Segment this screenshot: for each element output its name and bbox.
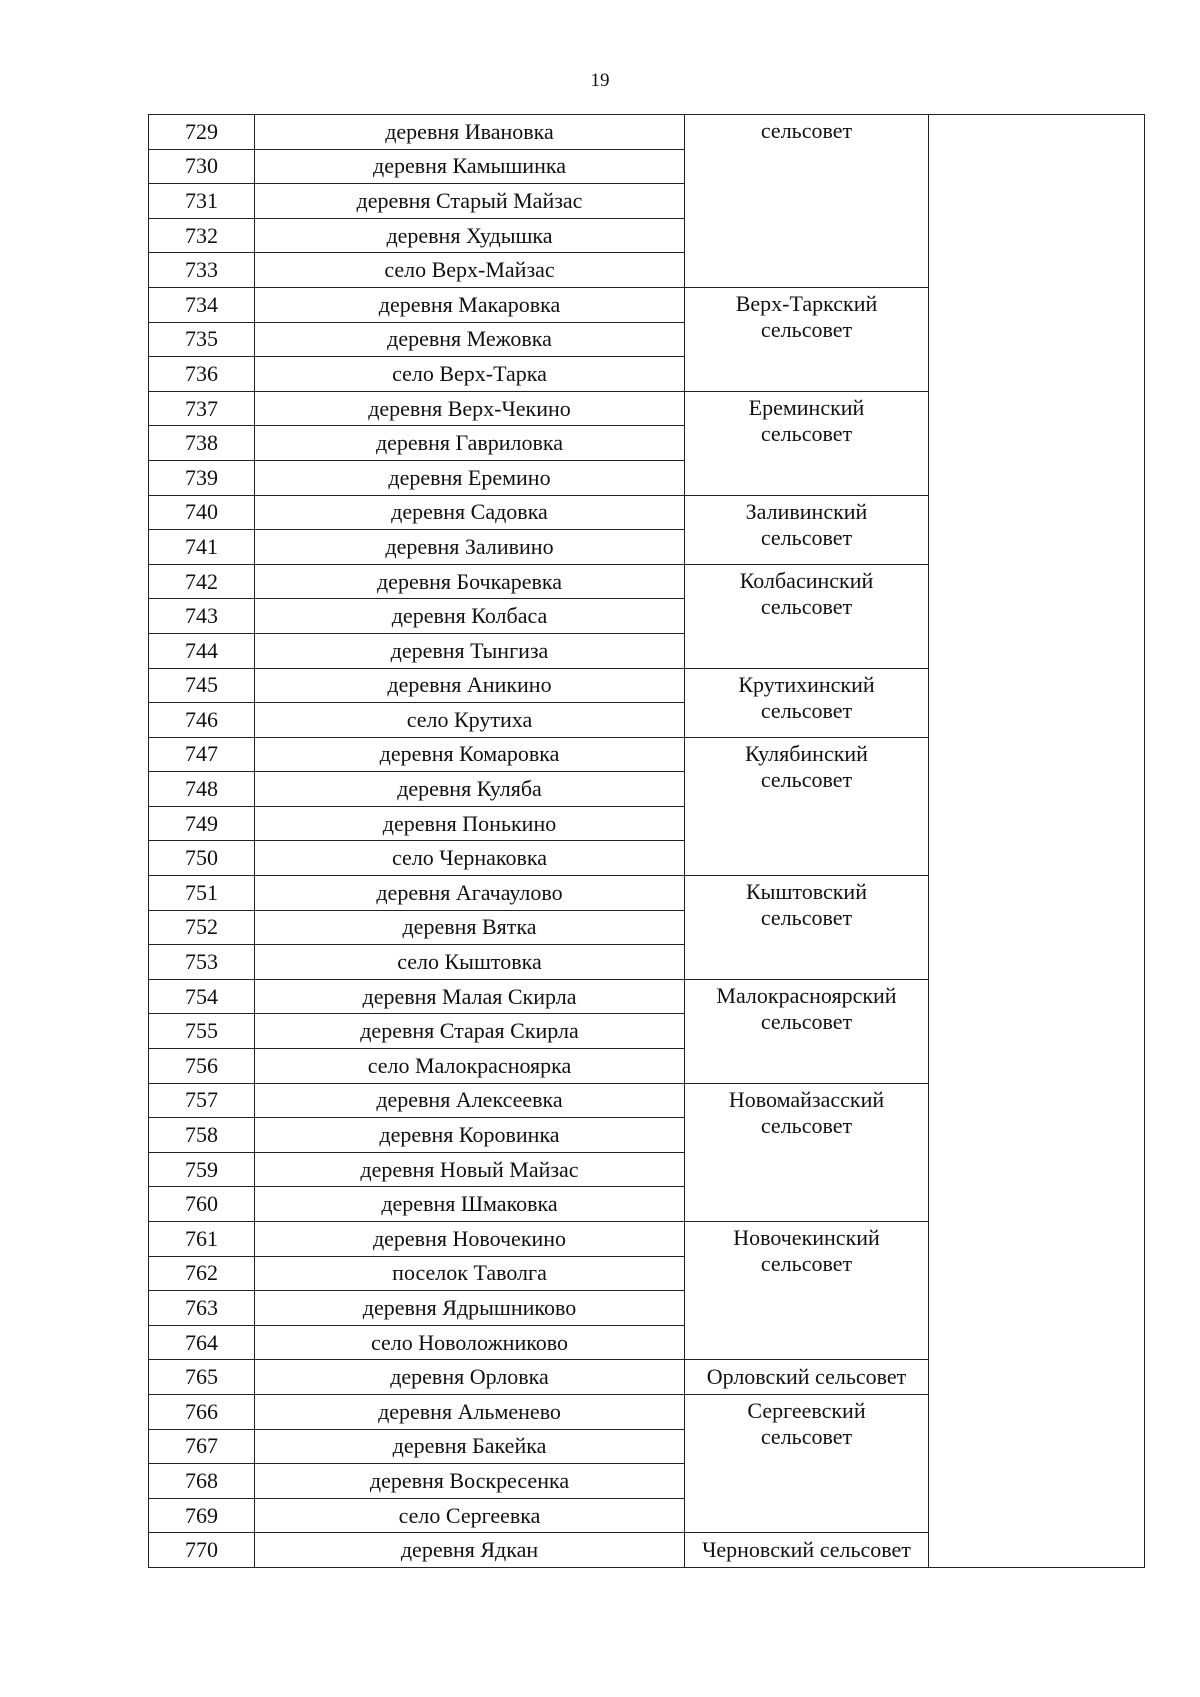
row-number: 764 [149, 1325, 255, 1360]
settlement-name: село Новоложниково [255, 1325, 685, 1360]
row-number: 768 [149, 1464, 255, 1499]
municipality-name-line: Крутихинский [738, 671, 875, 697]
row-number: 753 [149, 945, 255, 980]
settlement-name: деревня Малая Скирла [255, 979, 685, 1014]
settlement-name: деревня Агачаулово [255, 876, 685, 911]
settlement-name: село Малокрасноярка [255, 1049, 685, 1084]
row-number: 747 [149, 737, 255, 772]
row-number: 732 [149, 218, 255, 253]
row-number: 766 [149, 1394, 255, 1429]
municipality-cell [685, 115, 929, 288]
municipality-cell [685, 1394, 929, 1532]
municipality-name-line: Заливинский [745, 498, 868, 524]
settlements-table-body [149, 115, 1145, 1568]
row-number: 734 [149, 287, 255, 322]
municipality-cell [685, 495, 929, 564]
row-number: 737 [149, 391, 255, 426]
settlement-name: деревня Шмаковка [255, 1187, 685, 1222]
municipality-name-line: сельсовет [760, 766, 853, 792]
municipality-name-line: Черновский сельсовет [702, 1537, 911, 1563]
row-number: 755 [149, 1014, 255, 1049]
municipality-cell [685, 737, 929, 875]
settlement-name: деревня Верх-Чекино [255, 391, 685, 426]
settlement-name: село Чернаковка [255, 841, 685, 876]
settlement-name: деревня Старый Майзас [255, 184, 685, 219]
municipality-cell [685, 287, 929, 391]
row-number: 736 [149, 357, 255, 392]
municipality-cell [685, 391, 929, 495]
row-number: 758 [149, 1118, 255, 1153]
settlement-name: деревня Заливино [255, 530, 685, 565]
row-number: 739 [149, 460, 255, 495]
municipality-name-line: Кулябинский [745, 740, 868, 766]
municipality-cell [685, 1222, 929, 1360]
municipality-name-line: сельсовет [760, 1251, 853, 1276]
row-number: 730 [149, 149, 255, 184]
row-number: 756 [149, 1049, 255, 1084]
row-number: 769 [149, 1498, 255, 1533]
settlement-name: поселок Таволга [255, 1256, 685, 1291]
settlement-name: деревня Ядрышниково [255, 1291, 685, 1326]
settlements-table [148, 114, 1145, 1568]
settlement-name: село Верх-Тарка [255, 357, 685, 392]
municipality-name-line: Новочекинский [733, 1225, 880, 1250]
row-number: 761 [149, 1222, 255, 1257]
page-number: 19 [590, 70, 610, 91]
municipality-name-line: Кыштовский [746, 879, 867, 905]
municipality-cell [685, 876, 929, 980]
settlement-name: деревня Алексеевка [255, 1083, 685, 1118]
settlement-name: деревня Худышка [255, 218, 685, 253]
row-number: 752 [149, 910, 255, 945]
row-number: 748 [149, 772, 255, 807]
municipality-name-line: Верх-Таркский [735, 290, 878, 316]
row-number: 770 [149, 1533, 255, 1568]
row-number: 749 [149, 806, 255, 841]
row-number: 751 [149, 876, 255, 911]
settlement-name: деревня Аникино [255, 668, 685, 703]
municipality-name-line: Сергеевский [747, 1397, 866, 1423]
settlement-name: деревня Куляба [255, 772, 685, 807]
municipality-cell [685, 1083, 929, 1221]
settlement-name: деревня Камышинка [255, 149, 685, 184]
row-number: 762 [149, 1256, 255, 1291]
row-number: 735 [149, 322, 255, 357]
municipality-name-line: Ереминский [748, 394, 865, 420]
municipality-name-line: Колбасинский [739, 567, 874, 593]
municipality-name-line: сельсовет [760, 316, 853, 342]
municipality-name-line: Новомайзасский [728, 1086, 885, 1112]
municipality-name-line: Орловский сельсовет [706, 1364, 907, 1390]
table-row [149, 115, 1145, 150]
row-number: 729 [149, 115, 255, 150]
settlement-name: село Сергеевка [255, 1498, 685, 1533]
settlement-name: деревня Новый Майзас [255, 1152, 685, 1187]
empty-column-cell [929, 115, 1145, 1568]
settlement-name: деревня Старая Скирла [255, 1014, 685, 1049]
municipality-name-line: сельсовет [760, 1008, 853, 1034]
municipality-name-line: Малокрасноярский [716, 982, 897, 1008]
municipality-name-line: сельсовет [760, 1423, 853, 1449]
settlement-name: деревня Коровинка [255, 1118, 685, 1153]
row-number: 767 [149, 1429, 255, 1464]
row-number: 738 [149, 426, 255, 461]
settlement-name: деревня Садовка [255, 495, 685, 530]
settlement-name: деревня Бакейка [255, 1429, 685, 1464]
settlement-name: деревня Альменево [255, 1394, 685, 1429]
municipality-name-line: сельсовет [760, 697, 853, 723]
row-number: 742 [149, 564, 255, 599]
row-number: 741 [149, 530, 255, 565]
municipality-cell [685, 979, 929, 1083]
municipality-cell [685, 564, 929, 668]
municipality-name-line: сельсовет [760, 905, 853, 931]
municipality-name-line: сельсовет [760, 1112, 853, 1138]
row-number: 746 [149, 703, 255, 738]
settlement-name: деревня Бочкаревка [255, 564, 685, 599]
row-number: 763 [149, 1291, 255, 1326]
settlement-name: деревня Воскресенка [255, 1464, 685, 1499]
settlement-name: деревня Новочекино [255, 1222, 685, 1257]
settlement-name: деревня Понькино [255, 806, 685, 841]
row-number: 750 [149, 841, 255, 876]
settlement-name: село Кыштовка [255, 945, 685, 980]
settlement-name: деревня Макаровка [255, 287, 685, 322]
settlement-name: деревня Межовка [255, 322, 685, 357]
row-number: 744 [149, 633, 255, 668]
row-number: 765 [149, 1360, 255, 1395]
municipality-name-line: сельсовет [760, 524, 853, 550]
row-number: 754 [149, 979, 255, 1014]
settlement-name: деревня Вятка [255, 910, 685, 945]
settlement-name: деревня Колбаса [255, 599, 685, 634]
row-number: 733 [149, 253, 255, 288]
municipality-cell [685, 1533, 929, 1568]
settlement-name: деревня Гавриловка [255, 426, 685, 461]
municipality-name-line: сельсовет [760, 420, 853, 446]
municipality-name-line: сельсовет [760, 118, 853, 143]
municipality-name-line: сельсовет [760, 593, 853, 619]
municipality-cell [685, 1360, 929, 1395]
settlement-name: деревня Орловка [255, 1360, 685, 1395]
row-number: 757 [149, 1083, 255, 1118]
row-number: 743 [149, 599, 255, 634]
row-number: 759 [149, 1152, 255, 1187]
settlement-name: деревня Еремино [255, 460, 685, 495]
municipality-cell [685, 668, 929, 737]
row-number: 760 [149, 1187, 255, 1222]
row-number: 740 [149, 495, 255, 530]
settlement-name: деревня Ивановка [255, 115, 685, 150]
settlement-name: деревня Тынгиза [255, 633, 685, 668]
settlement-name: деревня Ядкан [255, 1533, 685, 1568]
settlement-name: село Крутиха [255, 703, 685, 738]
settlement-name: деревня Комаровка [255, 737, 685, 772]
row-number: 745 [149, 668, 255, 703]
row-number: 731 [149, 184, 255, 219]
settlement-name: село Верх-Майзас [255, 253, 685, 288]
